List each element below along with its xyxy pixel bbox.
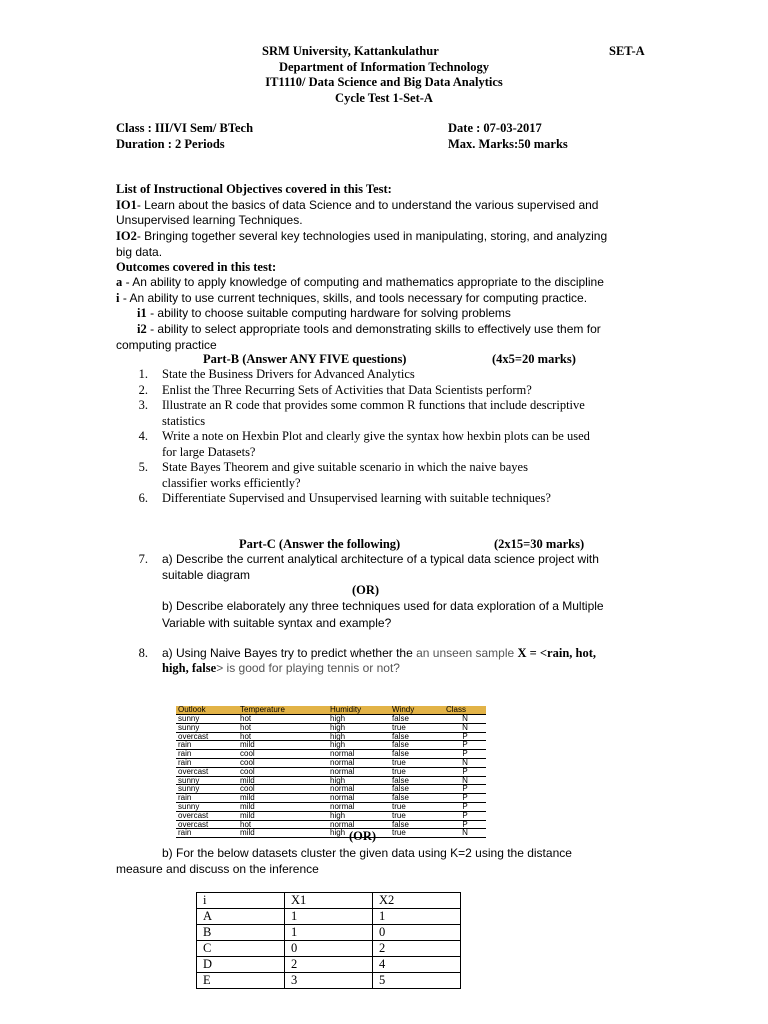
max-marks-info: Max. Marks:50 marks [448,137,568,151]
weather-cell: high [328,741,390,750]
q8-number: 8. [138,646,148,660]
weather-cell: normal [328,794,390,803]
weather-cell: sunny [176,802,238,811]
weather-cell: overcast [176,732,238,741]
dataset-row [197,973,461,989]
weather-cell: hot [238,715,328,724]
dataset-table-header [197,893,461,909]
part-b-heading: Part-B (Answer ANY FIVE questions) [203,352,407,366]
outcome-i1-text: - ability to choose suitable computing hardware for solving problems [146,306,511,320]
weather-cell: high [328,811,390,820]
q8a-part2: an unseen sample [416,646,518,660]
weather-cell: rain [176,794,238,803]
weather-cell: overcast [176,820,238,829]
dataset-cell: A [197,909,285,925]
weather-cell: mild [238,802,328,811]
q8b-text-cont: measure and discuss on the inference [116,862,319,876]
dataset-cell: 5 [373,973,461,989]
department-name: Department of Information Technology [278,60,490,74]
weather-cell: mild [238,829,328,838]
dataset-row [197,909,461,925]
weather-cell: true [390,802,444,811]
cluster-dataset-table [196,892,461,989]
dataset-cell: 2 [285,957,373,973]
course-title: IT1110/ Data Science and Big Data Analytics [265,75,503,89]
question-text: Differentiate Supervised and Unsupervised learning with suitable techniques? [162,491,551,505]
weather-cell: P [444,811,486,820]
duration-info: Duration : 2 Periods [116,137,225,151]
weather-cell: cool [238,785,328,794]
weather-cell: P [444,767,486,776]
weather-cell: mild [238,776,328,785]
weather-cell: rain [176,750,238,759]
weather-cell: N [444,758,486,767]
outcome-i [116,291,587,306]
or-label-2: (OR) [349,829,377,843]
weather-cell: hot [238,723,328,732]
question-text: Illustrate an R code that provides some common R functions that include descriptive [162,398,585,412]
or-label-1: (OR) [352,583,380,597]
dataset-cell: E [197,973,285,989]
weather-cell: P [444,750,486,759]
outcomes-heading: Outcomes covered in this test: [116,260,277,274]
weather-cell: false [390,715,444,724]
weather-cell: false [390,732,444,741]
outcome-i1 [137,306,511,321]
dataset-header-cell: i [197,893,285,909]
io1-line [116,198,598,213]
dataset-cell: 2 [373,941,461,957]
weather-cell: high [328,723,390,732]
set-label: SET-A [609,44,645,58]
dataset-header-cell: X1 [285,893,373,909]
weather-cell: rain [176,758,238,767]
question-text: State Bayes Theorem and give suitable scenario in which the naive bayes [162,460,528,474]
weather-cell: hot [238,732,328,741]
dataset-cell: D [197,957,285,973]
weather-header-cell: Class [444,706,486,715]
question-text: Write a note on Hexbin Plot and clearly give the syntax how hexbin plots can be used [162,429,590,443]
date-info: Date : 07-03-2017 [448,121,542,135]
weather-cell: P [444,732,486,741]
weather-cell: rain [176,741,238,750]
question-number: 4. [138,429,148,443]
weather-cell: high [328,732,390,741]
weather-cell: high [328,776,390,785]
q8b-text: b) For the below datasets cluster the given data using K=2 using the distance [162,846,572,860]
dataset-cell: 0 [285,941,373,957]
q8a-text-cont [162,661,400,676]
question-text: for large Datasets? [162,444,256,459]
weather-dataset-table [176,706,486,838]
weather-cell: true [390,829,444,838]
weather-cell: P [444,802,486,811]
weather-cell: sunny [176,723,238,732]
outcome-i-label: i [116,291,120,305]
weather-cell: sunny [176,776,238,785]
io1-text: - Learn about the basics of data Science and to understand the various supervised and [136,198,599,212]
dataset-cell: C [197,941,285,957]
dataset-row [197,957,461,973]
weather-cell: false [390,794,444,803]
q8a-part4: high, false [162,661,217,675]
weather-cell: normal [328,820,390,829]
weather-header-cell: Windy [390,706,444,715]
question-number: 5. [138,460,148,474]
outcome-i2 [137,322,601,337]
q8a-part3: X = <rain, hot, [517,646,597,660]
dataset-cell: 4 [373,957,461,973]
weather-cell: cool [238,750,328,759]
weather-cell: P [444,820,486,829]
question-text: State the Business Drivers for Advanced Analytics [162,367,415,381]
dataset-cell: 1 [285,925,373,941]
weather-cell: N [444,776,486,785]
dataset-table-body [197,909,461,989]
outcome-i2-label: i2 [137,322,147,336]
question-number: 6. [138,491,148,505]
outcome-a [116,275,604,290]
weather-cell: rain [176,829,238,838]
weather-cell: P [444,741,486,750]
weather-row [176,758,486,767]
weather-cell: N [444,715,486,724]
part-c-heading: Part-C (Answer the following) [239,537,401,551]
question-text: Enlist the Three Recurring Sets of Activities that Data Scientists perform? [162,382,532,397]
weather-cell: P [444,794,486,803]
weather-cell: false [390,820,444,829]
weather-cell: true [390,723,444,732]
q7a-text-cont: suitable diagram [162,568,251,582]
university-name: SRM University, Kattankulathur [262,44,439,58]
weather-header-cell: Humidity [328,706,390,715]
weather-row [176,723,486,732]
weather-cell: false [390,785,444,794]
io2-text: - Bringing together several key technologies used in manipulating, storing, and analyzing [136,229,608,243]
question-number: 2. [138,382,148,397]
q7-number: 7. [138,552,148,566]
io2-line [116,229,607,244]
dataset-cell: 0 [373,925,461,941]
weather-row [176,715,486,724]
weather-cell: true [390,758,444,767]
weather-table-body [176,715,486,838]
weather-cell: sunny [176,785,238,794]
weather-cell: mild [238,741,328,750]
weather-cell: normal [328,758,390,767]
dataset-row [197,941,461,957]
outcome-i-text: - An ability to use current techniques, skills, and tools necessary for computing practice. [119,291,588,305]
weather-cell: normal [328,767,390,776]
weather-cell: mild [238,794,328,803]
weather-row [176,829,486,838]
weather-header-cell: Temperature [238,706,328,715]
dataset-cell: 1 [285,909,373,925]
outcome-a-text: - An ability to apply knowledge of computing and mathematics appropriate to the discipline [122,275,604,289]
weather-cell: mild [238,811,328,820]
class-info: Class : III/VI Sem/ BTech [116,121,254,135]
weather-row [176,802,486,811]
io1-text-cont: Unsupervised learning Techniques. [116,213,303,227]
weather-cell: sunny [176,715,238,724]
weather-cell: normal [328,802,390,811]
weather-cell: true [390,767,444,776]
weather-cell: high [328,829,390,838]
dataset-cell: 3 [285,973,373,989]
dataset-header-cell: X2 [373,893,461,909]
weather-cell: overcast [176,811,238,820]
question-text: classifier works efficiently? [162,475,301,490]
weather-cell: overcast [176,767,238,776]
q7a-text: a) Describe the current analytical architecture of a typical data science project with [162,552,599,566]
weather-cell: cool [238,758,328,767]
weather-row [176,811,486,820]
weather-cell: P [444,785,486,794]
q7b-text-cont: Variable with suitable syntax and example? [162,616,392,630]
outcome-i1-label: i1 [137,306,147,320]
dataset-row [197,925,461,941]
question-number: 3. [138,398,148,412]
outcome-i2-text: - ability to select appropriate tools and demonstrating skills to effectively use them for [146,322,601,336]
weather-cell: normal [328,785,390,794]
io2-text-cont: big data. [116,245,163,259]
question-text: statistics [162,413,206,428]
weather-cell: false [390,750,444,759]
weather-cell: false [390,776,444,785]
q8a-text [162,646,596,661]
weather-cell: high [328,715,390,724]
question-number: 1. [138,367,148,381]
dataset-cell: 1 [373,909,461,925]
weather-cell: N [444,829,486,838]
weather-row [176,767,486,776]
part-c-marks: (2x15=30 marks) [494,537,585,551]
weather-cell: N [444,723,486,732]
outcome-i2-text-cont: computing practice [116,338,217,352]
dataset-cell: B [197,925,285,941]
weather-cell: hot [238,820,328,829]
test-title: Cycle Test 1-Set-A [335,91,433,105]
objectives-heading: List of Instructional Objectives covered in this Test: [116,182,392,196]
weather-cell: normal [328,750,390,759]
weather-cell: true [390,811,444,820]
part-b-marks: (4x5=20 marks) [492,352,576,366]
io1-label: IO1 [116,198,137,212]
q8a-part1: a) Using Naive Bayes try to predict whether the [162,646,417,660]
weather-header-cell: Outlook [176,706,238,715]
q8a-part5: > is good for playing tennis or not? [216,661,400,675]
io2-label: IO2 [116,229,137,243]
q7b-text: b) Describe elaborately any three techniques used for data exploration of a Multiple [162,599,604,613]
weather-cell: false [390,741,444,750]
outcome-a-label: a [116,275,123,289]
weather-cell: cool [238,767,328,776]
